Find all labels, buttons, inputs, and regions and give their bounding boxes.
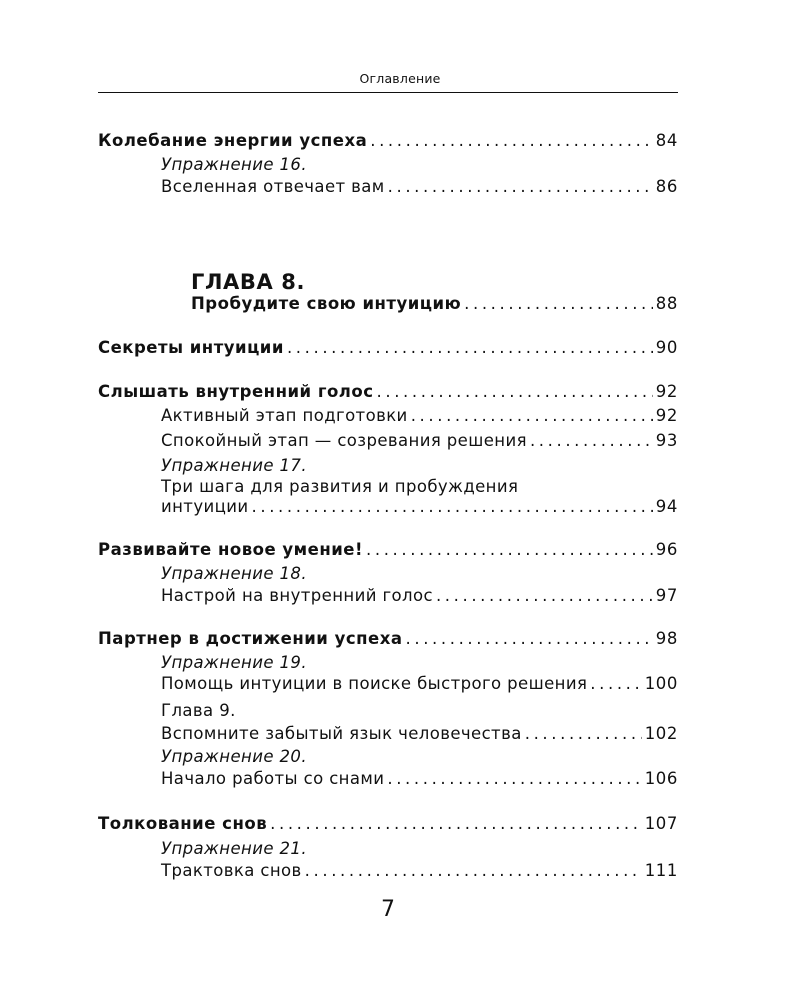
toc-entry[interactable] bbox=[161, 176, 678, 198]
toc-entry-title: Колебание энергии успеха bbox=[98, 131, 368, 150]
toc-entry-title: Трактовка снов bbox=[161, 861, 302, 880]
toc-entry-title: Партнер в достижении успеха bbox=[98, 629, 403, 648]
toc-entry[interactable] bbox=[98, 381, 678, 403]
toc-entry[interactable] bbox=[161, 673, 678, 695]
toc-entry-title: Пробудите свою интуицию bbox=[191, 294, 462, 313]
exercise-label: Упражнение 16. bbox=[161, 155, 307, 174]
toc-entry-title: Вселенная отвечает вам bbox=[161, 177, 385, 196]
toc-entry[interactable] bbox=[161, 768, 678, 790]
dot-leader bbox=[525, 723, 642, 745]
dot-leader bbox=[270, 813, 642, 835]
dot-leader bbox=[305, 860, 642, 882]
header-rule bbox=[98, 92, 678, 93]
chapter-label: Глава 9. bbox=[161, 701, 236, 720]
toc-entry-page: 90 bbox=[655, 338, 678, 357]
toc-entry[interactable] bbox=[161, 496, 678, 518]
toc-entry[interactable] bbox=[161, 405, 678, 427]
toc-entry-page: 92 bbox=[655, 382, 678, 401]
toc-entry-page: 100 bbox=[644, 674, 678, 693]
toc-entry-title: Спокойный этап — созревания решения bbox=[161, 431, 527, 450]
toc-entry-title: Секреты интуиции bbox=[98, 338, 284, 357]
toc-entry[interactable] bbox=[161, 723, 678, 745]
exercise-label: Упражнение 19. bbox=[161, 653, 307, 672]
toc-entry[interactable] bbox=[161, 430, 678, 452]
running-header: Оглавление bbox=[359, 71, 441, 86]
exercise-label: Упражнение 21. bbox=[161, 839, 307, 858]
toc-entry-title: Помощь интуиции в поиске быстрого решения bbox=[161, 674, 588, 693]
toc-entry-title: Слышать внутренний голос bbox=[98, 382, 374, 401]
toc-entry-chapter[interactable] bbox=[191, 293, 678, 315]
toc-entry-title: интуиции bbox=[161, 497, 249, 516]
dot-leader bbox=[388, 176, 653, 198]
toc-entry-title: Толкование снов bbox=[98, 814, 268, 833]
toc-entry-page: 94 bbox=[655, 497, 678, 516]
dot-leader bbox=[366, 539, 653, 561]
exercise-label: Упражнение 20. bbox=[161, 747, 307, 766]
toc-entry-page: 98 bbox=[655, 629, 678, 648]
toc-entry[interactable] bbox=[98, 628, 678, 650]
toc-entry-page: 88 bbox=[655, 294, 678, 313]
toc-entry[interactable] bbox=[98, 813, 678, 835]
dot-leader bbox=[370, 130, 653, 152]
toc-entry-page: 102 bbox=[644, 724, 678, 743]
toc-entry-title: Вспомните забытый язык человечества bbox=[161, 724, 522, 743]
toc-entry-page: 97 bbox=[655, 586, 678, 605]
dot-leader bbox=[252, 496, 653, 518]
toc-entry-page: 86 bbox=[655, 177, 678, 196]
dot-leader bbox=[287, 337, 653, 359]
exercise-label: Упражнение 17. bbox=[161, 456, 307, 475]
dot-leader bbox=[530, 430, 653, 452]
page-number: 7 bbox=[381, 897, 395, 922]
toc-entry-title-line: Три шага для развития и пробуждения bbox=[161, 477, 519, 496]
toc-entry[interactable] bbox=[98, 337, 678, 359]
dot-leader bbox=[377, 381, 653, 403]
dot-leader bbox=[387, 768, 641, 790]
toc-entry[interactable] bbox=[161, 585, 678, 607]
toc-entry-title: Развивайте новое умение! bbox=[98, 540, 364, 559]
dot-leader bbox=[411, 405, 653, 427]
toc-entry-page: 93 bbox=[655, 431, 678, 450]
toc-entry-page: 92 bbox=[655, 406, 678, 425]
exercise-label: Упражнение 18. bbox=[161, 564, 307, 583]
chapter-heading: ГЛАВА 8. bbox=[191, 270, 306, 294]
dot-leader bbox=[464, 293, 653, 315]
toc-entry-title: Активный этап подготовки bbox=[161, 406, 408, 425]
toc-entry[interactable] bbox=[161, 860, 678, 882]
dot-leader bbox=[436, 585, 653, 607]
toc-entry-title: Начало работы со снами bbox=[161, 769, 385, 788]
toc-entry-page: 111 bbox=[644, 861, 678, 880]
dot-leader bbox=[590, 673, 641, 695]
toc-entry-page: 106 bbox=[644, 769, 678, 788]
toc-entry-page: 84 bbox=[655, 131, 678, 150]
toc-entry-page: 107 bbox=[644, 814, 678, 833]
toc-entry[interactable] bbox=[98, 130, 678, 152]
toc-entry-page: 96 bbox=[655, 540, 678, 559]
dot-leader bbox=[406, 628, 653, 650]
toc-entry[interactable] bbox=[98, 539, 678, 561]
toc-entry-title: Настрой на внутренний голос bbox=[161, 586, 433, 605]
